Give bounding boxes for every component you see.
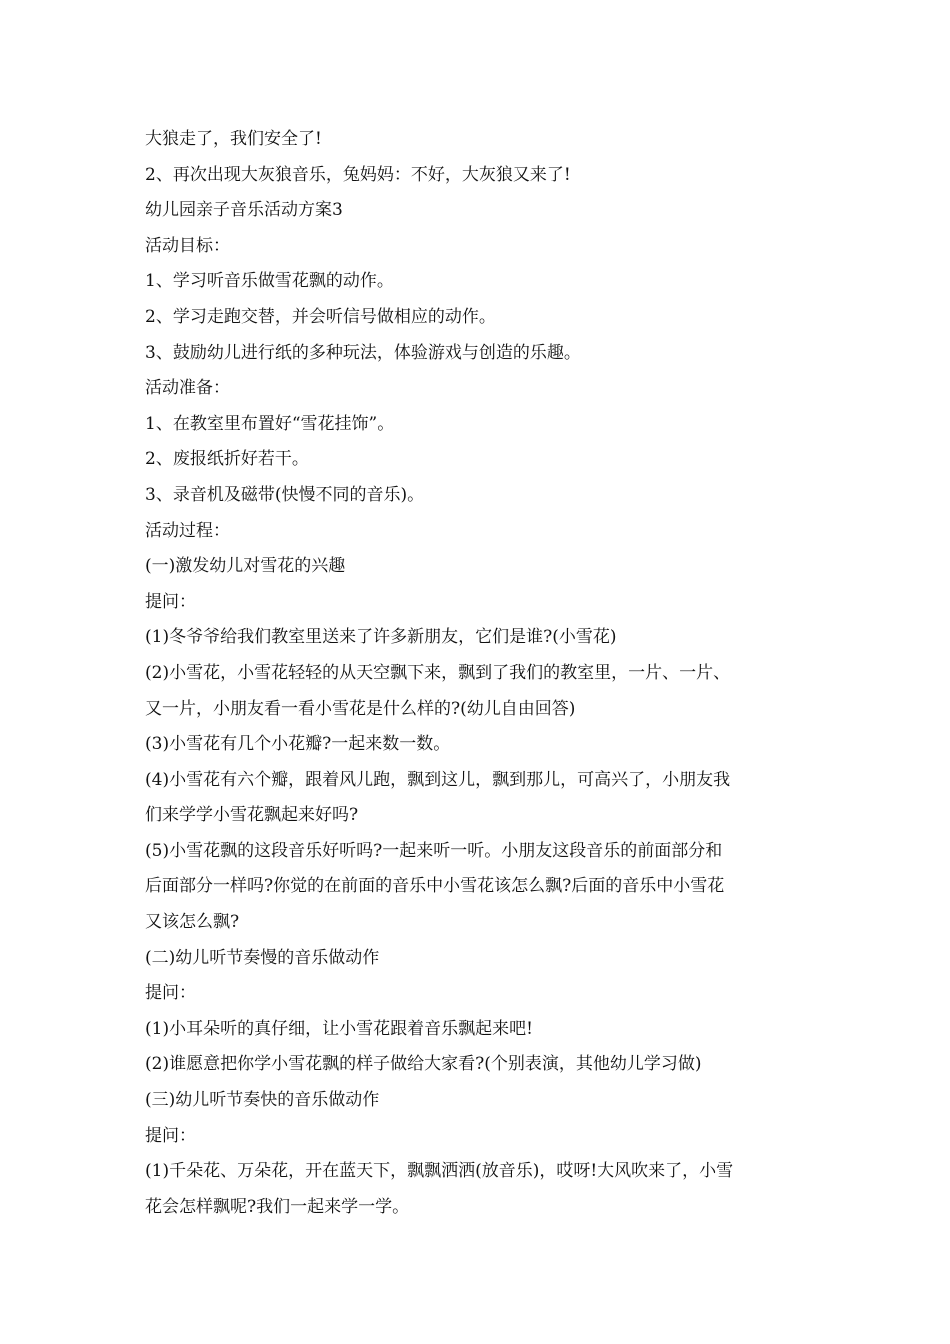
text-line: (1)冬爷爷给我们教室里送来了许多新朋友，它们是谁?(小雪花) <box>145 627 617 648</box>
text-line: 花会怎样飘呢?我们一起来学一学。 <box>145 1196 410 1217</box>
text-line: 提问： <box>145 983 196 1004</box>
text-line: (5)小雪花飘的这段音乐好听吗?一起来听一听。小朋友这段音乐的前面部分和 <box>145 840 723 861</box>
step-heading: (三)幼儿听节奏快的音乐做动作 <box>145 1090 380 1111</box>
document-body <box>145 122 810 1225</box>
text-line: (3)小雪花有几个小花瓣?一起来数一数。 <box>145 734 451 755</box>
text-line: 2、再次出现大灰狼音乐，兔妈妈：不好，大灰狼又来了! <box>145 164 571 185</box>
text-line: 们来学学小雪花飘起来好吗? <box>145 805 359 826</box>
subsection-heading: 活动目标： <box>145 235 230 256</box>
text-line: 又该怎么飘? <box>145 912 240 933</box>
text-line: 后面部分一样吗?你觉的在前面的音乐中小雪花该怎么飘?后面的音乐中小雪花 <box>145 876 725 897</box>
text-line: 1、学习听音乐做雪花飘的动作。 <box>145 271 394 292</box>
text-line: 提问： <box>145 591 196 612</box>
text-line: 提问： <box>145 1125 196 1146</box>
text-line: (4)小雪花有六个瓣，跟着风儿跑，飘到这儿，飘到那儿，可高兴了，小朋友我 <box>145 769 731 790</box>
text-line: (2)小雪花，小雪花轻轻的从天空飘下来，飘到了我们的教室里，一片、一片、 <box>145 662 731 683</box>
text-line: (2)谁愿意把你学小雪花飘的样子做给大家看?(个别表演，其他幼儿学习做) <box>145 1054 702 1075</box>
text-line: (1)千朵花、万朵花，开在蓝天下，飘飘洒洒(放音乐)，哎呀!大风吹来了，小雪 <box>145 1161 734 1182</box>
subsection-heading: 活动准备： <box>145 378 230 399</box>
text-line: 又一片，小朋友看一看小雪花是什么样的?(幼儿自由回答) <box>145 698 576 719</box>
section-title: 幼儿园亲子音乐活动方案3 <box>145 200 343 221</box>
text-line: 2、学习走跑交替，并会听信号做相应的动作。 <box>145 306 496 327</box>
text-line: 1、在教室里布置好“雪花挂饰”。 <box>145 413 395 434</box>
text-line: 3、鼓励幼儿进行纸的多种玩法，体验游戏与创造的乐趣。 <box>145 342 581 363</box>
step-heading: (二)幼儿听节奏慢的音乐做动作 <box>145 947 380 968</box>
step-heading: (一)激发幼儿对雪花的兴趣 <box>145 556 346 577</box>
subsection-heading: 活动过程： <box>145 520 230 541</box>
text-line: 大狼走了，我们安全了! <box>145 129 322 149</box>
text-line: (1)小耳朵听的真仔细，让小雪花跟着音乐飘起来吧! <box>145 1018 533 1039</box>
text-line: 2、废报纸折好若干。 <box>145 449 309 470</box>
text-line: 3、录音机及磁带(快慢不同的音乐)。 <box>145 484 425 505</box>
